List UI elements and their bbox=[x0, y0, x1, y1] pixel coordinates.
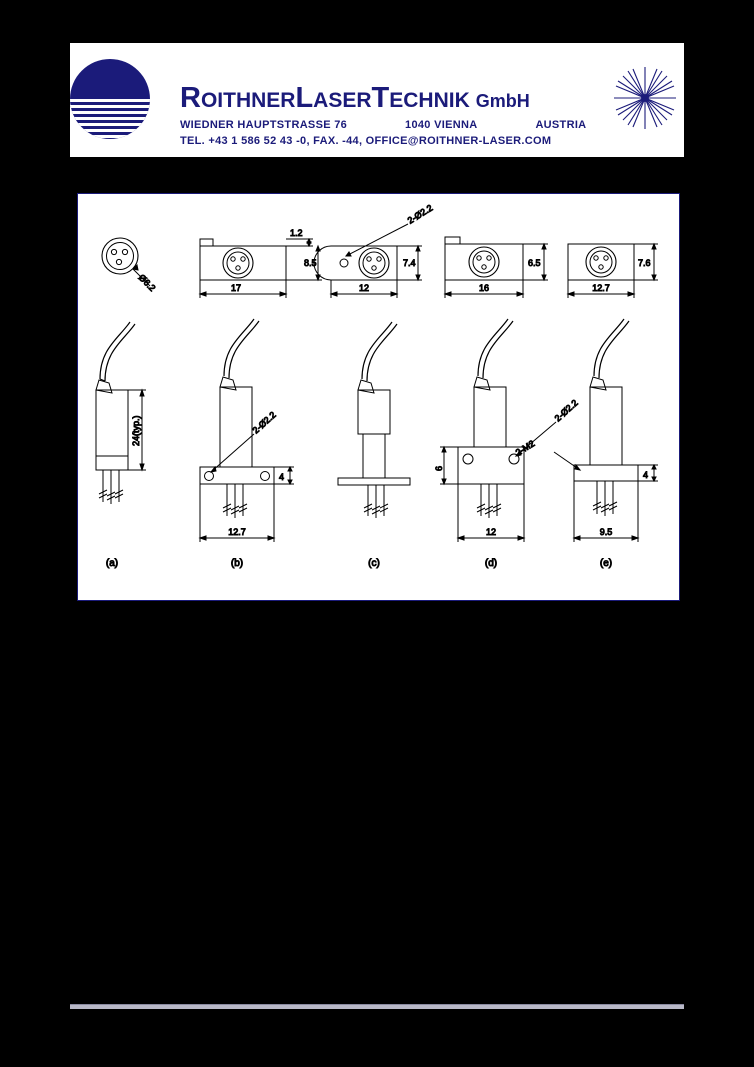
brand-t: T bbox=[371, 82, 390, 114]
logo-stripes bbox=[70, 59, 150, 139]
dim-b-holes: 2-Ø2.2 bbox=[250, 409, 278, 436]
dim-e-flange-thickness: 4 bbox=[643, 470, 649, 480]
dim-d-width: 16 bbox=[478, 283, 490, 293]
brand-oithner: OITHNER bbox=[200, 89, 296, 112]
side-view-d bbox=[434, 319, 580, 569]
company-header bbox=[70, 43, 684, 157]
top-view-e bbox=[568, 244, 658, 298]
top-view-c bbox=[314, 203, 434, 298]
side-view-b bbox=[200, 319, 294, 569]
dim-b-flange-thickness: 4 bbox=[279, 472, 285, 482]
brand-r: R bbox=[180, 82, 201, 114]
dim-b-height-small: 1.2 bbox=[290, 228, 303, 238]
outline-drawing-svg bbox=[78, 194, 677, 598]
dim-a-length: 24(typ.) bbox=[131, 415, 141, 446]
dim-b-width: 12.7 bbox=[228, 527, 246, 537]
dim-b-width: 17 bbox=[230, 283, 242, 293]
dim-e-width: 9.5 bbox=[599, 527, 613, 537]
footer-divider bbox=[70, 1004, 684, 1009]
side-view-a bbox=[96, 322, 146, 569]
address-country: AUSTRIA bbox=[535, 119, 587, 131]
dim-c-holes: 2-Ø2.2 bbox=[405, 202, 435, 226]
dim-e-height: 7.6 bbox=[638, 258, 651, 268]
brand-l: L bbox=[295, 82, 314, 114]
brand-echnik: ECHNIK bbox=[389, 89, 470, 112]
dim-d-height: 6 bbox=[434, 465, 444, 471]
dim-a-diameter: Ø6.2 bbox=[136, 272, 158, 294]
address-street: WIEDNER HAUPTSTRASSE 76 bbox=[180, 119, 348, 131]
top-view-b bbox=[200, 228, 322, 298]
brand-gmbh: GmbH bbox=[475, 91, 530, 111]
company-name bbox=[180, 81, 680, 115]
side-view-c bbox=[338, 322, 410, 569]
caption-a: (a) bbox=[105, 558, 119, 569]
caption-b: (b) bbox=[230, 558, 244, 569]
dim-c-height: 7.4 bbox=[403, 258, 416, 268]
address-city: 1040 VIENNA bbox=[405, 119, 478, 131]
dim-d-height: 6.5 bbox=[528, 258, 541, 268]
figure-panel bbox=[77, 193, 680, 601]
caption-d: (d) bbox=[484, 558, 498, 569]
address-line bbox=[180, 119, 650, 131]
top-view-a bbox=[102, 238, 157, 293]
dim-d-holes: 2-Ø2.2 bbox=[552, 397, 580, 424]
top-view-d bbox=[445, 237, 548, 298]
dim-e-width: 12.7 bbox=[592, 283, 610, 293]
dim-c-width: 12 bbox=[358, 283, 370, 293]
caption-c: (c) bbox=[368, 558, 380, 569]
caption-e: (e) bbox=[599, 558, 613, 569]
dim-d-width: 12 bbox=[485, 527, 497, 537]
company-logo bbox=[70, 59, 150, 139]
brand-aser: ASER bbox=[313, 89, 372, 112]
dim-b-height-large: 8.5 bbox=[304, 258, 317, 268]
dim-e-thread: 2-M2 bbox=[513, 438, 537, 458]
contact-line: TEL. +43 1 586 52 43 -0, FAX. -44, OFFICE@ROITHNER-LASER.COM bbox=[180, 135, 552, 147]
starburst-icon bbox=[614, 67, 676, 129]
side-view-e bbox=[514, 319, 658, 569]
